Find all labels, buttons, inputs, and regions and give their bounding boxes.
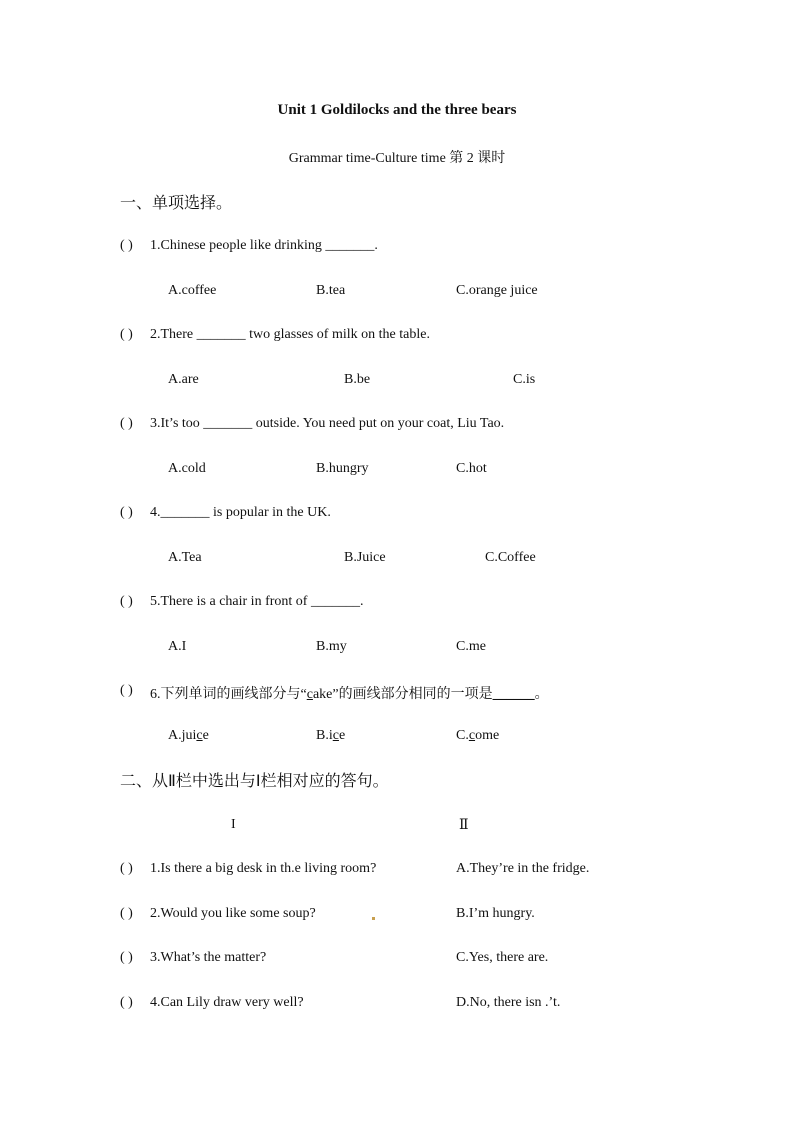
match-answer: A.They’re in the fridge.: [456, 861, 590, 876]
option-c: C.me: [456, 639, 486, 654]
answer-blank[interactable]: ( ): [120, 995, 133, 1010]
match-question: 2.Would you like some soup?: [150, 906, 316, 921]
answer-blank[interactable]: ( ): [120, 505, 133, 520]
answer-blank[interactable]: ( ): [120, 861, 133, 876]
answer-blank[interactable]: ( ): [120, 327, 133, 342]
option-a: A.are: [168, 372, 199, 387]
question-text: 5.There is a chair in front of _______.: [150, 594, 364, 609]
answer-blank[interactable]: ( ): [120, 683, 133, 698]
option-a: A.coffee: [168, 283, 217, 298]
option-b: B.my: [316, 639, 347, 654]
question-text: 3.It’s too _______ outside. You need put on your coat, Liu Tao.: [150, 416, 505, 431]
question-text: 4._______ is popular in the UK.: [150, 505, 331, 520]
match-question: 4.Can Lily draw very well?: [150, 995, 304, 1010]
page-subtitle: Grammar time-Culture time 第 2 课时: [288, 151, 506, 166]
option-b: B.hungry: [316, 461, 369, 476]
match-answer: B.I’m hungry.: [456, 906, 535, 921]
question-text: 1.Chinese people like drinking _______.: [150, 238, 378, 253]
stray-mark: [372, 917, 375, 920]
answer-blank[interactable]: ( ): [120, 906, 133, 921]
option-c: C.orange juice: [456, 283, 538, 298]
question-text: 6.下列单词的画线部分与“cake”的画线部分相同的一项是______。: [150, 687, 549, 702]
answer-blank[interactable]: ( ): [120, 238, 133, 253]
section-2-heading: 二、从Ⅱ栏中选出与Ⅰ栏相对应的答句。: [120, 771, 389, 790]
option-c: C.is: [513, 372, 536, 387]
match-answer: D.No, there isn .’t.: [456, 995, 561, 1010]
page-title: Unit 1 Goldilocks and the three bears: [277, 102, 517, 118]
answer-blank[interactable]: ( ): [120, 416, 133, 431]
option-a: A.cold: [168, 461, 206, 476]
option-b: B.be: [344, 372, 371, 387]
match-question: 3.What’s the matter?: [150, 950, 267, 965]
option-b: B.tea: [316, 283, 346, 298]
option-a: A.Tea: [168, 550, 202, 565]
option-c: C.come: [456, 728, 500, 743]
column-2-header: Ⅱ: [459, 818, 469, 833]
option-c: C.hot: [456, 461, 487, 476]
match-answer: C.Yes, there are.: [456, 950, 549, 965]
option-b: B.ice: [316, 728, 346, 743]
section-1-heading: 一、单项选择。: [120, 193, 233, 212]
option-a: A.juice: [168, 728, 209, 743]
match-question: 1.Is there a big desk in th.e living room?: [150, 861, 377, 876]
option-a: A.I: [168, 639, 187, 654]
answer-blank[interactable]: ( ): [120, 950, 133, 965]
answer-blank[interactable]: ( ): [120, 594, 133, 609]
option-c: C.Coffee: [485, 550, 536, 565]
column-1-header: I: [231, 817, 236, 832]
question-text: 2.There _______ two glasses of milk on the table.: [150, 327, 430, 342]
option-b: B.Juice: [344, 550, 386, 565]
